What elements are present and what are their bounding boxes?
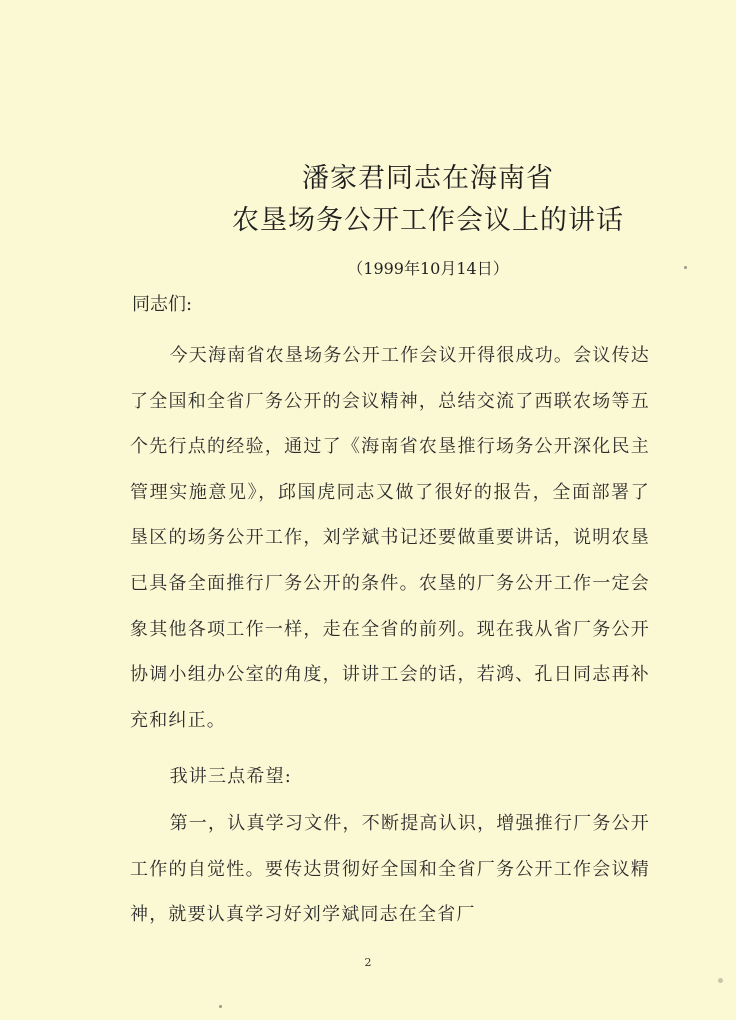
salutation: 同志们: [132,294,193,315]
paragraph-intro: 今天海南省农垦场务公开工作会议开得很成功。会议传达了全国和全省厂务公开的会议精神，总结交流了西联农场等五个先行点的经验，通过了《海南省农垦推行场务公开深化民主管理实施意见》，邱国虎同志又做了很好的报告，全面部署了垦区的场务公开工作，刘学斌书记还要做重要讲话，说明农垦已具备全面推行厂务公开的条件。农垦的厂务公开工作一定会象其他各项工作一样，走在全省的前列。现在我从省厂务公开协调小组办公室的角度，讲讲工会的话，若鸿、孔日同志再补充和纠正。 [130,345,650,731]
document-title-line-1: 潘家君同志在海南省 [302,163,554,194]
paragraph-first-point: 第一，认真学习文件，不断提高认识，增强推行厂务公开工作的自觉性。要传达贯彻好全国和全省厂务公开工作会议精神，就要认真学习好刘学斌同志在全省厂 [130,813,650,926]
scan-speck [684,266,687,269]
document-title-line-2: 农垦场务公开工作会议上的讲话 [232,205,624,236]
speech-date: （1999年10月14日） [347,259,509,278]
page-number: 2 [364,956,372,969]
paragraph-three-hopes: 我讲三点希望: [169,766,293,787]
scan-speck [219,1005,222,1008]
scan-speck [718,978,723,983]
